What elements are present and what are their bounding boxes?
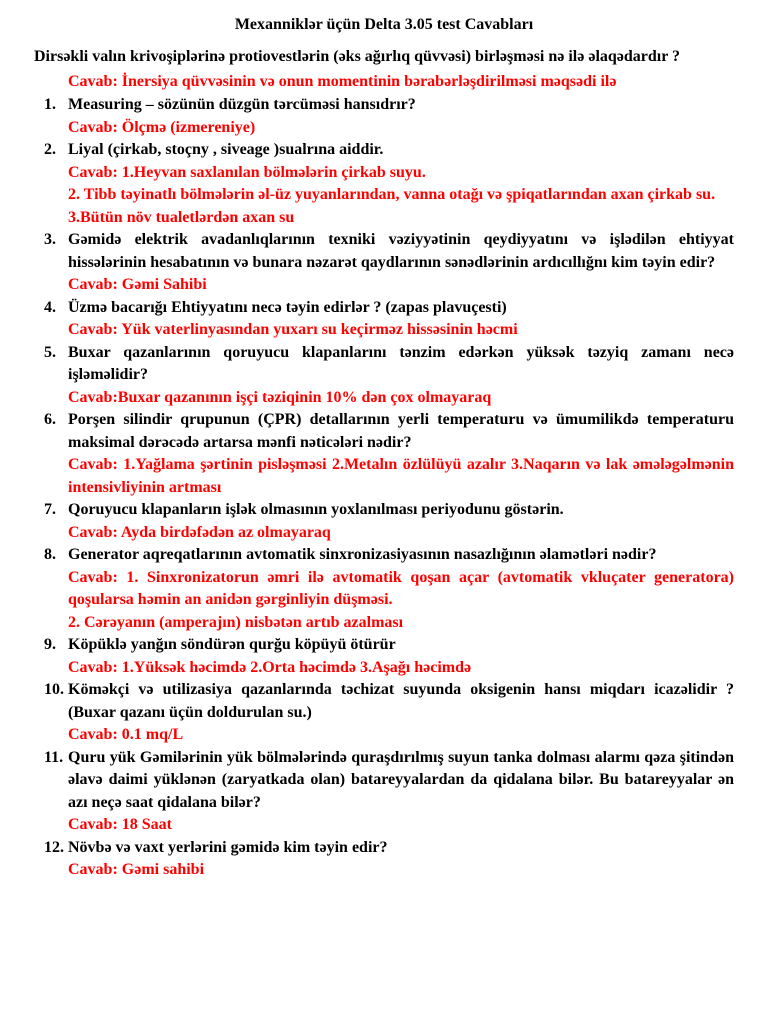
question-number: 4. [44, 298, 56, 316]
answer-text: Cavab: 18 Saat [68, 816, 173, 833]
question-number: 11. [44, 748, 64, 766]
intro-question: Dirsəkli valın krivoşiplərinə protiovestlərin (əks ağırlıq qüvvəsi) birləşməsi nə ilə əlaqədardır ? [34, 48, 681, 65]
question-item [34, 229, 734, 297]
question-text: Porşen silindir qrupunun (ÇPR) detallarının yerli temperaturu və ümumilikdə temperaturu maksimal dərəcədə artarsa mənfi nəticələri nədir? [68, 411, 734, 451]
question-item [34, 297, 734, 342]
question-item [34, 409, 734, 499]
question-item [34, 634, 734, 679]
answer-text: Cavab: Ölçmə (izmereniye) [68, 118, 256, 136]
answer-text: Cavab: Yük vaterlinyasından yuxarı su keçirməz hissəsinin həcmi [68, 321, 518, 338]
question-number: 12. [44, 838, 64, 856]
question-number: 3. [44, 231, 56, 248]
question-text: Measuring – sözünün düzgün tərcüməsi hansıdrır? [68, 96, 416, 113]
answer-text: Cavab: 1.Yağlama şərtinin pisləşməsi 2.Metalın özlülüyü azalır 3.Naqarın və lak əmələgəlmənin intensivliyinin artması [68, 456, 734, 496]
question-item [34, 94, 734, 139]
question-number: 9. [44, 636, 56, 653]
answer-text: Cavab: Ayda birdəfədən az olmayaraq [68, 523, 331, 541]
question-number: 5. [44, 343, 56, 361]
question-number: 2. [44, 141, 56, 158]
question-text: Köpüklə yanğın söndürən qurğu köpüyü ötürür [68, 636, 396, 653]
answer-text: Cavab: 1.Yüksək həcimdə 2.Orta həcimdə 3.Aşağı həcimdə [68, 658, 472, 676]
answer-text: 2. Cərəyanın (amperajın) nisbətən artıb azalması [68, 613, 404, 631]
question-number: 10. [44, 681, 64, 698]
question-text: Köməkçi və utilizasiya qazanlarında təchizat suyunda oksigenin hansı miqdarı icazəlidir ? (Buxar qazanı üçün doldurulan su.) [68, 681, 734, 721]
question-text: Buxar qazanlarının qoruyucu klapanlarını tənzim edərkən yüksək təzyiq zamanı necə işləməlidir? [68, 343, 734, 383]
document-title: Mexanniklər üçün Delta 3.05 test Cavabları [234, 16, 534, 33]
intro-answer: Cavab: İnersiya qüvvəsinin və onun momentinin bərabərləşdirilməsi məqsədi ilə [68, 72, 617, 90]
question-item [34, 837, 734, 882]
question-number: 1. [44, 96, 56, 113]
question-text: Üzmə bacarığı Ehtiyyatını necə təyin edirlər ? (zapas plavuçesti) [68, 298, 507, 316]
answer-text: Cavab: 1.Heyvan saxlanılan bölmələrin çirkab suyu. [68, 163, 426, 181]
question-list [34, 94, 734, 882]
question-text: Liyal (çirkab, stoçny , siveage )sualrına aiddir. [68, 141, 384, 158]
question-number: 6. [44, 411, 56, 428]
question-item [34, 679, 734, 747]
question-text: Generator aqreqatlarının avtomatik sinxronizasiyasının nasazlığının əlamətləri nədir? [68, 546, 657, 563]
question-text: Növbə və vaxt yerlərini gəmidə kim təyin edir? [68, 838, 388, 856]
question-number: 7. [44, 501, 56, 518]
answer-text: Cavab: 0.1 mq/L [68, 726, 184, 743]
answer-text: Cavab: 1. Sinxronizatorun əmri ilə avtomatik qoşan açar (avtomatik vkluçater generatora) qoşularsa həmin an anidən gərginliyin düşməsi. [68, 568, 734, 608]
question-item [34, 544, 734, 634]
question-text: Quru yük Gəmilərinin yük bölmələrində quraşdırılmış suyun tanka dolması alarmı qəza şitindən əlavə daimi yüklənən (zaryatkada olan) batareyyalardan da qidalana bilər. Bu batareyyalar ən azı neçə saat qidalana bilər? [68, 748, 734, 811]
question-item [34, 499, 734, 544]
question-item [34, 139, 734, 229]
question-text: Qoruyucu klapanların işlək olmasının yoxlanılması periyodunu göstərin. [68, 501, 564, 518]
answer-text: Cavab:Buxar qazanının işçi təziqinin 10% dən çox olmayaraq [68, 388, 492, 406]
question-text: Gəmidə elektrik avadanlıqlarının texniki vəziyyətinin qeydiyyatını və işlədilən ehtiyyat hissələrinin hesabatının və bunara nəzarət qaydlarının sənədlərinin ardıcıllığnı kim təyin edir? [68, 231, 734, 271]
answer-text: 3.Bütün növ tualetlərdən axan su [68, 208, 295, 226]
answer-text: 2. Tibb təyinatlı bölmələrin əl-üz yuyanlarından, vanna otağı və şpiqatlarından axan çirkab su. [68, 186, 716, 203]
question-number: 8. [44, 546, 56, 563]
answer-text: Cavab: Gəmi sahibi [68, 861, 205, 878]
question-item [34, 342, 734, 410]
answer-text: Cavab: Gəmi Sahibi [68, 276, 207, 293]
question-item [34, 747, 734, 837]
